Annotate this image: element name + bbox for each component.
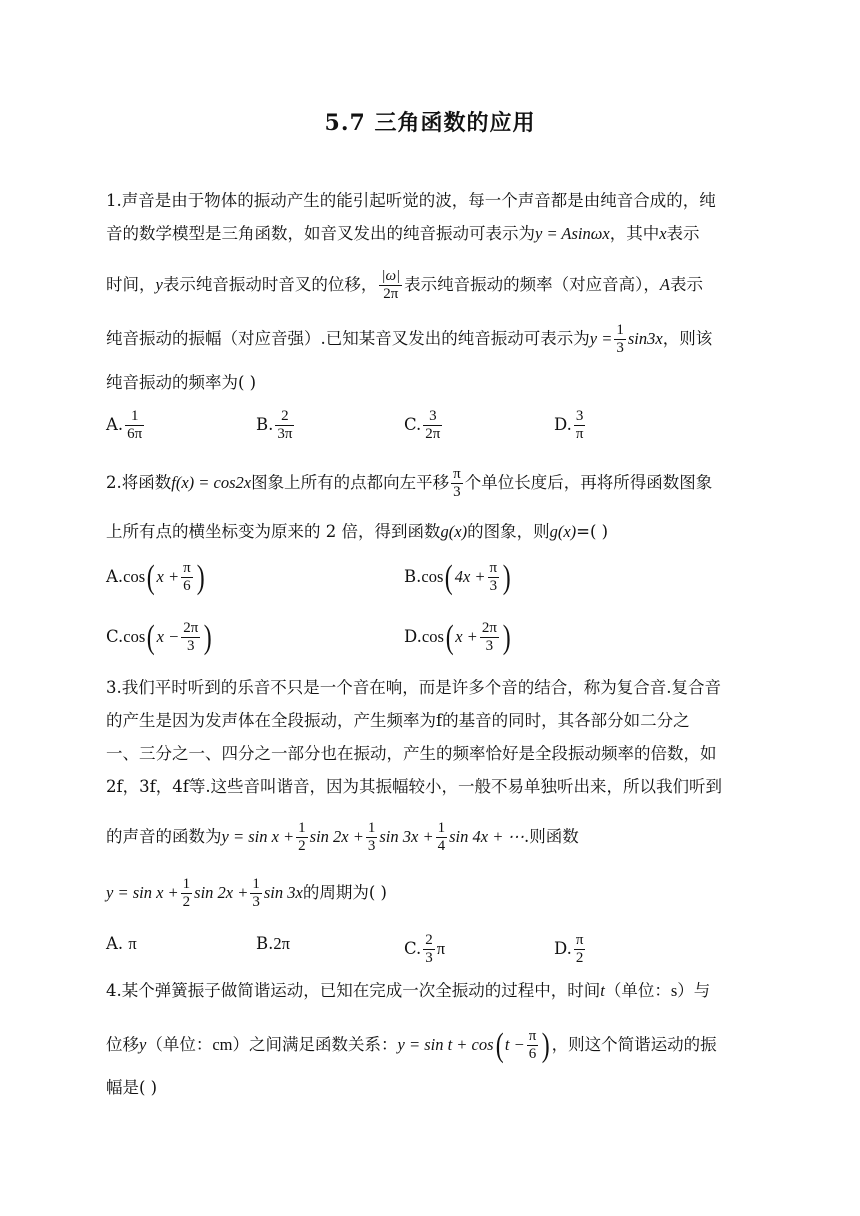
q4-fraction: $\frac{\pi}{6}$ xyxy=(528,1028,537,1062)
q1-fraction: $\frac{1}{3}$ xyxy=(616,322,624,356)
q3-formula: y = sin x + xyxy=(221,827,295,846)
q1-text: 音的数学模型是三角函数，如音叉发出的纯音振动可表示为 xyxy=(106,224,535,243)
q3-line-3: 一、三分之一、四分之一部分也在振动，产生的频率恰好是全段振动频率的倍数，如 xyxy=(106,744,717,763)
q1-line-2 xyxy=(106,222,700,246)
q1-var: y xyxy=(155,275,163,294)
q1-option-b[interactable]: B. $\frac{2}{3\pi}$ xyxy=(256,408,293,442)
q4-unit: cm xyxy=(212,1035,233,1054)
q1-option-c[interactable]: C. $\frac{3}{2\pi}$ xyxy=(404,408,441,442)
q3-fraction: $\frac{1}{3}$ xyxy=(252,876,260,910)
q2-fraction: $\frac{\pi}{3}$ xyxy=(453,466,461,500)
q3-line-4: 2f，3f，4f等.这些音叫谐音，因为其振幅较小，一般不易单独听出来，所以我们听到 xyxy=(106,777,723,796)
q4-formula: t − xyxy=(504,1035,525,1054)
q3-text: 的声音的函数为 xyxy=(106,827,222,846)
q3-formula: y = sin x + xyxy=(106,883,179,902)
q2-text: 个单位长度后，再将所得函数图象 xyxy=(464,473,713,492)
q2-option-d[interactable]: D.cos( x + $\frac{2\pi}{3}$ ) xyxy=(404,618,511,656)
q1-formula: y = xyxy=(589,329,613,348)
q3-text: .则函数 xyxy=(523,827,579,846)
q1-text: 时间， xyxy=(106,275,156,294)
q3-formula: sin 3x xyxy=(263,883,303,902)
page-title: 5.7 三角函数的应用 xyxy=(324,110,536,136)
q3-fraction: $\frac{1}{4}$ xyxy=(437,820,446,854)
q1-line-1: 1.声音是由于物体的振动产生的能引起听觉的波，每一个声音都是由纯音合成的，纯 xyxy=(106,191,716,210)
q1-text: 纯音振动的振幅（对应音强）.已知某音叉发出的纯音振动可表示为 xyxy=(106,329,590,348)
q3-fraction: $\frac{1}{3}$ xyxy=(367,820,376,854)
q2-formula: g(x) xyxy=(549,522,577,541)
q3-fraction: $\frac{1}{2}$ xyxy=(298,820,306,854)
q1-text: ，则该 xyxy=(662,329,713,348)
q3-line-1: 3.我们平时听到的乐音不只是一个音在响，而是许多个音的结合，称为复合音.复合音 xyxy=(106,678,721,697)
q1-line-5: 纯音振动的频率为( ) xyxy=(106,373,257,392)
q2-text: 上所有点的横坐标变为原来的 2 倍，得到函数 xyxy=(106,522,441,541)
q4-unit: s xyxy=(670,981,678,1000)
q4-text: ）之间满足函数关系： xyxy=(232,1035,398,1054)
q4-formula: y = sin t + cos xyxy=(397,1035,494,1054)
q4-var: y xyxy=(139,1035,147,1054)
q2-option-c[interactable]: C.cos( x − $\frac{2\pi}{3}$ ) xyxy=(106,618,212,656)
q1-formula: sin3x xyxy=(627,329,663,348)
q4-text: （单位： xyxy=(604,981,671,1000)
q1-var: A xyxy=(659,275,671,294)
q1-option-d[interactable]: D. $\frac{3}{\pi}$ xyxy=(554,408,584,442)
q3-formula: sin 2x + xyxy=(194,883,249,902)
q2-option-a[interactable]: A.cos( x + $\frac{\pi}{6}$ ) xyxy=(106,558,205,596)
q3-option-c[interactable]: C. $\frac{2}{3}$ π xyxy=(404,932,446,966)
q2-line-1 xyxy=(106,466,712,501)
q1-text: 表示 xyxy=(670,275,704,294)
q2-text: =( ) xyxy=(576,522,609,541)
q4-text: 4.某个弹簧振子做简谐运动，已知在完成一次全振动的过程中，时间 xyxy=(106,981,601,1000)
q4-text: （单位： xyxy=(146,1035,213,1054)
q1-fraction: $\frac{|\omega|}{2\pi}$ xyxy=(381,268,401,302)
q3-line-2: 的产生是因为发声体在全段振动，产生频率为f的基音的同时，其各部分如二分之 xyxy=(106,711,690,730)
q2-formula: f(x) = cos2x xyxy=(171,473,252,492)
q4-line-3: 幅是( ) xyxy=(106,1078,158,1097)
q1-formula: y = Asinωx xyxy=(535,224,610,243)
q3-formula: sin 4x + ⋯ xyxy=(449,827,524,846)
q3-option-a[interactable]: A. π xyxy=(106,934,137,953)
q1-line-3 xyxy=(106,268,703,303)
q3-option-d[interactable]: D. $\frac{\pi}{2}$ xyxy=(554,932,584,966)
q2-text: 的图象，则 xyxy=(467,522,550,541)
q3-option-b[interactable]: B.2π xyxy=(256,934,290,953)
q4-text: 位移 xyxy=(106,1035,139,1054)
q2-formula: g(x) xyxy=(440,522,468,541)
q4-var: t xyxy=(600,981,605,1000)
q1-text: ，其中 xyxy=(609,224,660,243)
q1-option-a[interactable]: A. $\frac{1}{6\pi}$ xyxy=(106,408,143,442)
q2-text: 图象上所有的点都向左平移 xyxy=(251,473,450,492)
q1-text: 表示纯音振动的频率（对应音高）， xyxy=(404,275,660,294)
q3-line-6 xyxy=(106,876,387,911)
q3-line-5 xyxy=(106,820,579,855)
q1-line-4 xyxy=(106,322,712,357)
q4-text: ，则这个简谐运动的振 xyxy=(551,1035,717,1054)
q2-text: 2.将函数 xyxy=(106,473,172,492)
q1-text: 表示 xyxy=(666,224,700,243)
q3-formula: sin 2x + xyxy=(309,827,364,846)
q1-var: x xyxy=(659,224,667,243)
q2-option-b[interactable]: B.cos( 4x + $\frac{\pi}{3}$ ) xyxy=(404,558,511,596)
q3-formula: sin 3x + xyxy=(379,827,434,846)
q1-text: 表示纯音振动时音叉的位移， xyxy=(162,275,378,294)
q3-text: 的周期为( ) xyxy=(302,883,387,902)
q2-line-2 xyxy=(106,520,608,544)
q4-text: ）与 xyxy=(677,981,711,1000)
q3-fraction: $\frac{1}{2}$ xyxy=(182,876,191,910)
q4-line-1 xyxy=(106,979,710,1003)
q4-line-2: 位移y（单位：cm）之间满足函数关系：y = sin t + cos( t − $\frac{\pi}{6}$ ) ，则这个简谐运动的振 xyxy=(106,1026,717,1064)
